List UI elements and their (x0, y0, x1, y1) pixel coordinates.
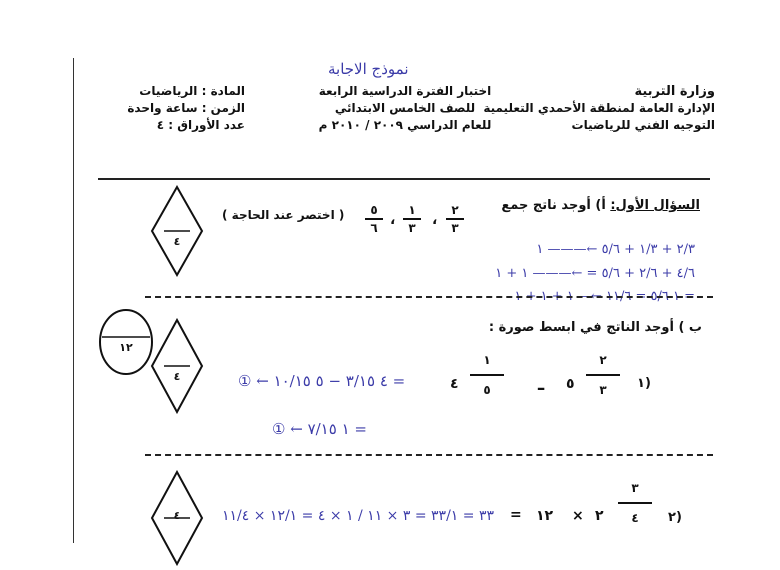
department-name: التوجيه الفني للرياضيات (571, 118, 715, 132)
p2-fraction: ٣ ٤ (618, 480, 652, 526)
school-year: للعام الدراسي ٢٠٠٩ / ٢٠١٠ م (318, 118, 492, 132)
ministry-name: وزارة التربية (634, 84, 715, 99)
header-right (483, 83, 715, 134)
handwritten-title: نموذج الاجابة (328, 60, 409, 78)
p2-equals: = (510, 507, 522, 523)
p1-score-diamond (150, 318, 204, 418)
p1-whole-2: ٤ (450, 376, 459, 392)
p2-score: ٤ (173, 509, 181, 522)
q1-fraction-1: ٢ ٣ (446, 203, 464, 235)
p1-number: ١) (637, 376, 651, 391)
q1-separator-line (145, 296, 713, 298)
q1-hand-line-1: ٢/٣ + ١/٣ + ٥/٦ ←——— ١ (536, 242, 695, 257)
p1-minus: ـ (538, 374, 545, 395)
q1-hand-line-2: ٤/٦ + ٢/٦ + ٥/٦ = ←——— ١ + ١ (495, 266, 695, 281)
p1-hand-line-1: ① ← ٤ ٣/١٥ − ٥ ١٠/١٥ = (238, 372, 406, 390)
header-center (305, 83, 505, 134)
subject-label: المادة : الرياضيات (139, 84, 245, 98)
p2-hand-line: ٣٣ = ٣٣/١ = ٣ × ١١ / ١ × ٤ = ١٢/١ × ١١/٤ (222, 508, 494, 524)
p1-whole-1: ٥ (566, 376, 575, 392)
q1-label: السؤال الأول: (610, 198, 700, 213)
q1-score-diamond (150, 185, 204, 281)
total-score: ١٢ (119, 341, 133, 354)
p1-fraction-2: ١ ٥ (470, 352, 504, 398)
q1-note: ( اختصر عند الحاجة ) (222, 208, 345, 222)
p2-score-diamond (150, 470, 204, 570)
exam-title: اختبار الفترة الدراسية الرابعة (318, 84, 492, 98)
q1-score: ٤ (173, 235, 181, 248)
directorate-name: الإدارة العامة لمنطقة الأحمدي التعليمية (483, 101, 715, 115)
p1-hand-line-2: ① ← ١ ٧/١٥ = (272, 420, 367, 438)
part-b-heading: ب ) أوجد الناتج في ابسط صورة : (488, 320, 702, 335)
p2-number: ٢) (668, 510, 682, 525)
p1-fraction-1: ٢ ٣ (586, 352, 620, 398)
header-left (125, 83, 245, 134)
total-score-circle (98, 307, 154, 381)
header-separator (98, 178, 710, 180)
q1-heading (501, 198, 700, 213)
p2-whole: ٢ (595, 508, 604, 524)
p1-separator-line (145, 454, 713, 456)
q1-part-a: أ) أوجد ناتج جمع (501, 198, 606, 213)
q1-separator-1: ، (432, 212, 438, 228)
p1-score: ٤ (173, 370, 181, 383)
pages-label: عدد الأوراق : ٤ (156, 118, 245, 132)
q1-separator-2: ، (390, 212, 396, 228)
q1-fraction-2: ١ ٣ (403, 203, 421, 235)
p2-factor: ١٢ (536, 508, 554, 524)
page-margin-line (73, 58, 74, 543)
time-label: الزمن : ساعة واحدة (127, 101, 245, 115)
p2-times: × (572, 508, 584, 524)
q1-hand-line-3: = ١ ٥/٦ = ١١/٦ ←— ١ + ١ + ١ (514, 289, 695, 304)
grade-label: للصف الخامس الابتدائي (334, 101, 476, 115)
q1-fraction-3: ٥ ٦ (365, 203, 383, 235)
